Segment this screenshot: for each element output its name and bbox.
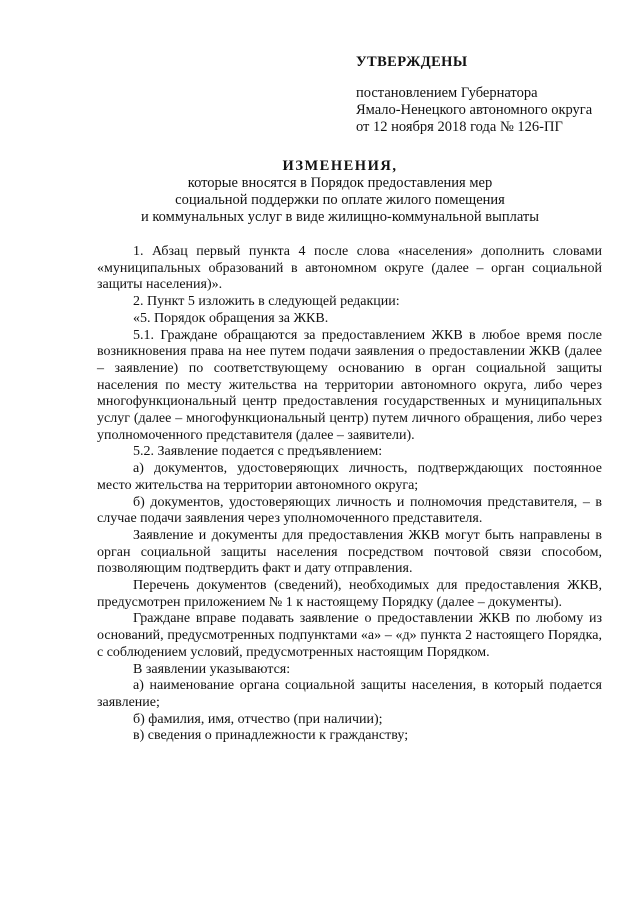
approval-stamp: УТВЕРЖДЕНЫ <box>356 54 468 70</box>
paragraph: 2. Пункт 5 изложить в следующей редакции: <box>133 294 400 310</box>
paragraph: Перечень документов (сведений), необходимых для предоставления ЖКВ, предусмотрен приложением № 1 к настоящему Порядку (далее – документы). <box>97 578 602 610</box>
paragraph: а) наименование органа социальной защиты населения, в который подается заявление; <box>97 678 602 710</box>
paragraph: а) документов, удостоверяющих личность, подтверждающих постоянное место жительства на территории автономного округа; <box>97 461 602 493</box>
paragraph: «5. Порядок обращения за ЖКВ. <box>133 310 329 326</box>
document-title: ИЗМЕНЕНИЯ, <box>282 158 398 174</box>
approval-line-1: постановлением Губернатора <box>356 85 538 101</box>
paragraph: Граждане вправе подавать заявление о предоставлении ЖКВ по любому из оснований, предусмотренных подпунктами «а» – «д» пункта 2 настоящего Порядка, с соблюдением условий, предусмотренных настоящим Порядком. <box>97 611 602 660</box>
heading-line-1: которые вносятся в Порядок предоставления мер <box>187 175 493 191</box>
approval-block <box>356 54 592 136</box>
paragraph: 1. Абзац первый пункта 4 после слова «населения» дополнить словами «муниципальных образований в автономном округе (далее – орган социальной защиты населения)». <box>97 244 602 293</box>
paragraph: 5.1. Граждане обращаются за предоставлением ЖКВ в любое время после возникновения права на нее путем подачи заявления о предоставлении ЖКВ (далее – заявление) по соответствующему основанию в орган социальной защиты населения по месту жительства на территории автономного округа, либо через многофункциональный центр предоставления государственных и муниципальных услуг (далее – многофункциональный центр) путем личного обращения, либо через уполномоченного представителя (далее – заявители). <box>97 327 602 443</box>
approval-line-3: от 12 ноября 2018 года № 126-ПГ <box>356 119 563 135</box>
document-body <box>97 244 602 745</box>
heading-line-2: социальной поддержки по оплате жилого помещения <box>175 192 505 208</box>
paragraph: б) фамилия, имя, отчество (при наличии); <box>133 711 383 727</box>
paragraph: в) сведения о принадлежности к гражданству; <box>133 728 409 744</box>
paragraph: 5.2. Заявление подается с предъявлением: <box>133 444 383 460</box>
paragraph: Заявление и документы для предоставления ЖКВ могут быть направлены в орган социальной защиты населения посредством почтовой связи способом, позволяющим подтвердить факт и дату отправления. <box>97 527 602 577</box>
paragraph: В заявлении указываются: <box>133 661 291 677</box>
heading-line-3: и коммунальных услуг в виде жилищно-коммунальной выплаты <box>140 209 540 225</box>
paragraph: б) документов, удостоверяющих личность и полномочия представителя, – в случае подачи заявления через уполномоченного представителя. <box>97 494 602 527</box>
approval-line-2: Ямало-Ненецкого автономного округа <box>356 102 593 118</box>
document-heading <box>60 158 620 226</box>
